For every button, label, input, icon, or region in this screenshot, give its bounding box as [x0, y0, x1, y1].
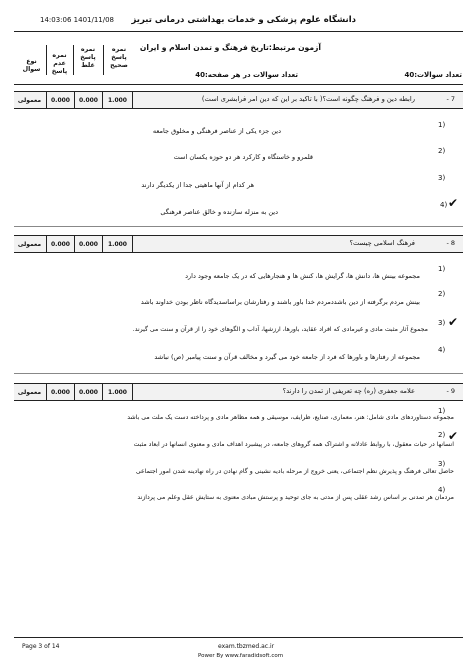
- header-bottom-rule: [14, 84, 463, 85]
- col-header-correct: نمره پاسخ صحیح: [110, 46, 128, 69]
- option-text[interactable]: قلمرو و خاستگاه و کارکرد هر دو حوزه یکسان است: [173, 153, 313, 161]
- option-text[interactable]: بینش مردم برگرفته از دین باشددمردم خدا باور باشند و رفتارشان براساسدیدگاه ناظر بودن خداوند باشد: [140, 298, 420, 306]
- question-text: فرهنگ اسلامی چیست؟: [349, 239, 415, 247]
- option-number: 3): [438, 460, 446, 468]
- selected-answer-check-icon: ✔: [448, 315, 459, 329]
- question-bar: [14, 235, 463, 253]
- option-number: 2): [438, 147, 446, 155]
- question-separator: [14, 373, 463, 374]
- option-text[interactable]: دین به منزله سازنده و خالق عناصر فرهنگی: [160, 208, 278, 216]
- col-header-wrong: نمره پاسخ غلط: [80, 46, 96, 69]
- col-divider: [103, 45, 104, 75]
- question-bar: [14, 91, 463, 109]
- footer-rule: [14, 637, 463, 638]
- option-number: 2): [438, 431, 446, 439]
- option-text[interactable]: مجموعه بینش ها، دانش ها، گرایش ها، کنش ها و هنجارهایی که در یک جامعه وجود دارد: [185, 272, 420, 280]
- option-text[interactable]: مجموعه دستاوردهای مادی شامل: هنر، معماری، صنایع، ظرایف، موسیقی و همه مظاهر مادی و پرداخته دست یک ملت می باشد: [127, 414, 454, 421]
- option-number: 1): [438, 121, 446, 129]
- no-answer-score: 0.000: [46, 384, 74, 400]
- print-datetime: 14:03:06 1401/11/08: [40, 16, 115, 24]
- no-answer-score: 0.000: [46, 92, 74, 108]
- powered-by: Power By www.faradidsoft.com: [198, 653, 284, 659]
- option-text[interactable]: دین جزء یکی از عناصر فرهنگی و مخلوق جامعه: [152, 127, 281, 135]
- question-bar: [14, 383, 463, 401]
- col-divider: [73, 45, 74, 75]
- col-header-no-answer: نمره عدم پاسخ: [51, 52, 68, 75]
- option-text[interactable]: مجموعه از رفتارها و باورها که فرد از جامعه خود می گیرد و مخالف قرآن و سنت پیامبر (ص) نباشد: [154, 353, 420, 361]
- correct-score: 1.000: [102, 92, 133, 108]
- question-type: معمولی: [17, 240, 42, 248]
- questions-per-page: تعداد سوالات در هر صفحه:40: [195, 71, 298, 79]
- question-separator: [14, 226, 463, 227]
- option-number: 4): [438, 486, 446, 494]
- question-text: رابطه دین و فرهنگ چگونه است؟( با تاکید بر این که دین امر فرابشری است): [201, 95, 415, 103]
- university-title: دانشگاه علوم پزشکی و خدمات بهداشتی درمانی تبریز: [131, 15, 356, 25]
- option-text[interactable]: مجموع آثار مثبت مادی و غیرمادی که افراد عقاید، باورها، ارزشها، آداب و الگوهای خود را از قرآن و سنت می گیرند.: [132, 326, 428, 333]
- header-top-rule: [14, 31, 463, 32]
- no-answer-score: 0.000: [46, 236, 74, 252]
- selected-answer-check-icon: ✔: [448, 196, 459, 210]
- wrong-score: 0.000: [74, 236, 102, 252]
- question-number: - 7: [446, 95, 455, 103]
- wrong-score: 0.000: [74, 384, 102, 400]
- option-number: 2): [438, 290, 446, 298]
- option-number: 4): [438, 346, 446, 354]
- option-number: 1): [438, 407, 446, 415]
- question-number: - 9: [446, 387, 455, 395]
- total-questions: تعداد سوالات:40: [404, 71, 462, 79]
- correct-score: 1.000: [102, 384, 133, 400]
- col-header-type: نوع سوال: [22, 58, 41, 73]
- correct-score: 1.000: [102, 236, 133, 252]
- col-divider: [46, 45, 47, 75]
- option-text[interactable]: حاصل تعالی فرهنگ و پذیرش نظم اجتماعی، یعنی خروج از مرحله بادیه نشینی و گام نهادن در راه نهادینه شدن امور اجتماعی: [135, 468, 454, 475]
- option-text[interactable]: هر کدام از آنها ماهیتی جدا از یکدیگر دارند: [141, 181, 254, 189]
- option-number: 4): [440, 201, 448, 209]
- option-text[interactable]: انسانها در حیات معقول، با روابط عادلانه و اشتراک همه گروهای جامعه، در پیشبرد اهداف مادی و معنوی انسانها در ابعاد مثبت: [133, 441, 454, 448]
- page-indicator: Page 3 of 14: [22, 643, 60, 650]
- option-number: 1): [438, 265, 446, 273]
- wrong-score: 0.000: [74, 92, 102, 108]
- question-number: - 8: [446, 239, 455, 247]
- option-text[interactable]: مردمان هر تمدنی بر اساس رشد عقلی پس از مدتی به جای توحید و پرستش مبادی معنوی به ستایش عقل وعلم می پردازند: [137, 494, 454, 501]
- option-number: 3): [438, 174, 446, 182]
- question-type: معمولی: [17, 96, 42, 104]
- question-type: معمولی: [17, 388, 42, 396]
- selected-answer-check-icon: ✔: [448, 429, 459, 443]
- exam-site: exam.tbzmed.ac.ir: [218, 643, 275, 650]
- exam-title: آزمون مرتبط:تاریخ فرهنگ و تمدن اسلام و ایران: [139, 43, 321, 52]
- question-text: علامه جعفری (ره) چه تعریفی از تمدن را دارند؟: [282, 387, 415, 395]
- option-number: 3): [438, 319, 446, 327]
